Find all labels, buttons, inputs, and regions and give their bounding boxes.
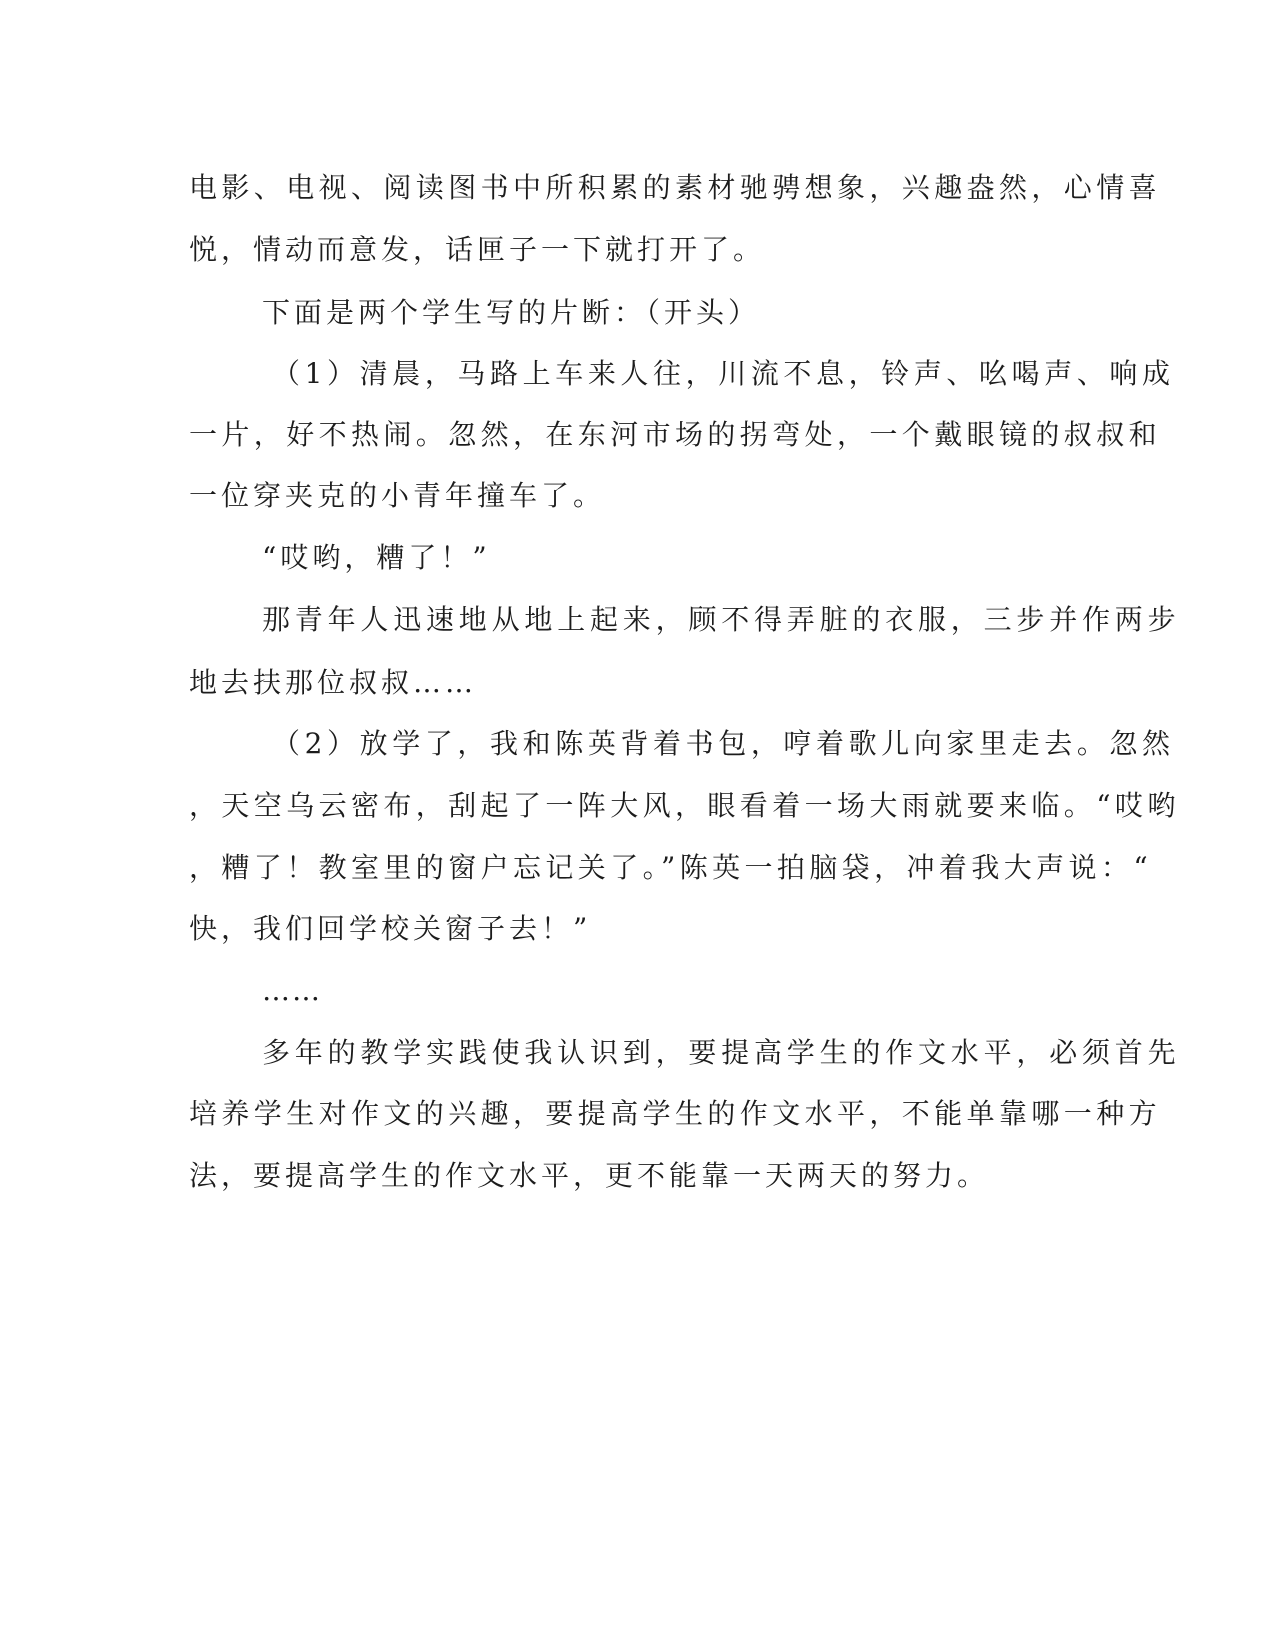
text-line: 电影、电视、阅读图书中所积累的素材驰骋想象，兴趣盎然，心情喜 (189, 171, 1162, 204)
text-line: 法，要提高学生的作文水平，更不能靠一天两天的努力。 (189, 1159, 990, 1192)
text-line: 悦，情动而意发，话匣子一下就打开了。 (189, 233, 766, 266)
text-line: 地去扶那位叔叔…… (189, 666, 478, 699)
text-line: 培养学生对作文的兴趣，要提高学生的作文水平，不能单靠哪一种方 (189, 1097, 1162, 1130)
text-line: （1）清晨，马路上车来人往，川流不息，铃声、吆喝声、响成 (272, 357, 1175, 390)
text-line: …… (262, 974, 322, 1007)
text-line: ，糟了！教室里的窗户忘记关了。”陈英一拍脑袋，冲着我大声说：“ (189, 851, 1153, 884)
text-line: 一位穿夹克的小青年撞车了。 (189, 479, 606, 512)
text-line: “哎哟，糟了！” (262, 541, 491, 574)
text-line: 那青年人迅速地从地上起来，顾不得弄脏的衣服，三步并作两步 (262, 603, 1181, 636)
text-line: 快，我们回学校关窗子去！” (189, 912, 592, 945)
text-line: 多年的教学实践使我认识到，要提高学生的作文水平，必须首先 (262, 1036, 1181, 1069)
text-line: 下面是两个学生写的片断：（开头） (262, 296, 761, 329)
text-line: ，天空乌云密布，刮起了一阵大风，眼看着一场大雨就要来临。“哎哟 (189, 789, 1180, 822)
text-line: （2）放学了，我和陈英背着书包，哼着歌儿向家里走去。忽然 (272, 727, 1175, 760)
text-line: 一片，好不热闹。忽然，在东河市场的拐弯处，一个戴眼镜的叔叔和 (189, 418, 1162, 451)
